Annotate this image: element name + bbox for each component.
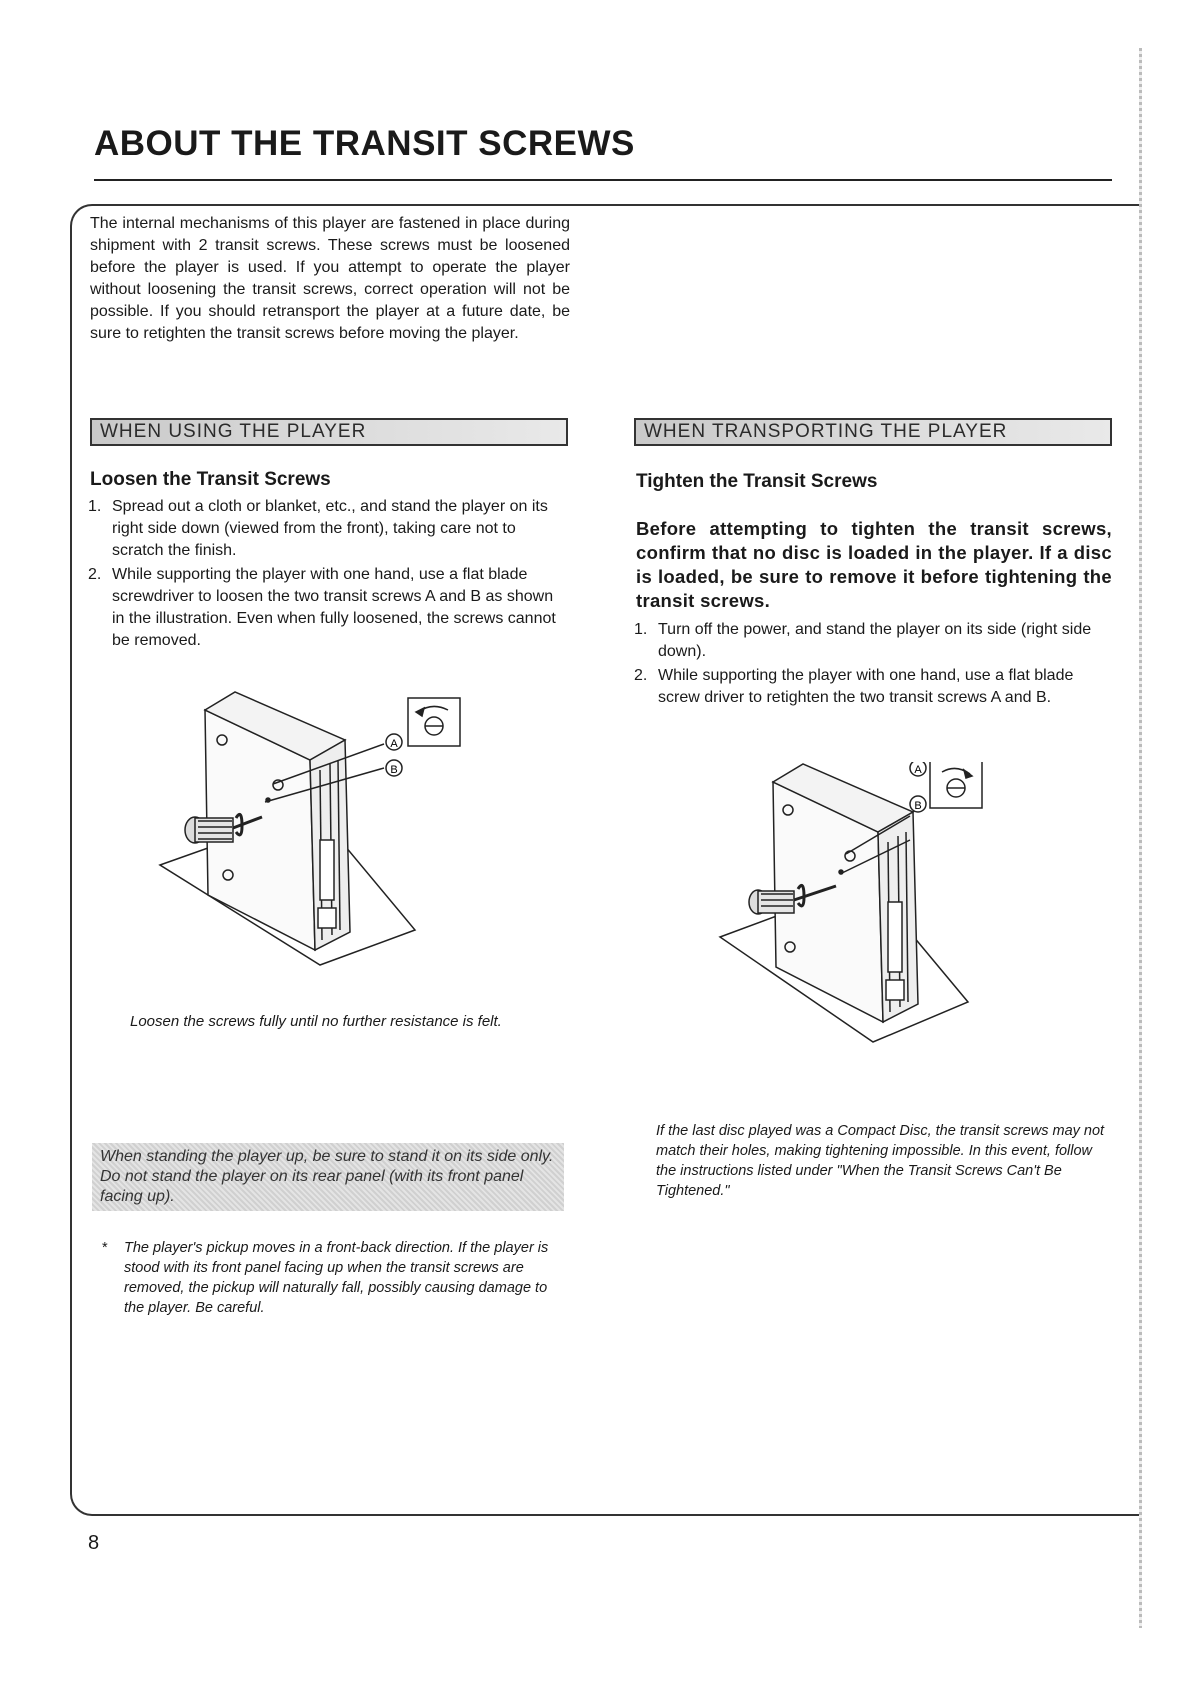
step-number: 2. (634, 667, 648, 684)
screw-label-b: B (390, 764, 398, 776)
section-banner-transporting: WHEN TRANSPORTING THE PLAYER (634, 418, 1112, 446)
shaded-caution-note: When standing the player up, be sure to stand it on its side only. Do not stand the player on its rear panel (with its front panel facing up). (92, 1143, 564, 1211)
section-banner-using: WHEN USING THE PLAYER (90, 418, 568, 446)
footnote-mark: * (102, 1240, 108, 1256)
compact-disc-note: If the last disc played was a Compact Disc, the transit screws may not match their holes, making tightening impossible. In this event, follow the instructions listed under "When the Transit Screws Can't Be Tightened." (656, 1123, 1105, 1199)
screw-label-a: A (390, 738, 398, 750)
steps-loosen (88, 496, 568, 654)
step-text: While supporting the player with one hand, use a flat blade screw driver to retighten the two transit screws A and B. (658, 667, 1074, 706)
intro-paragraph: The internal mechanisms of this player are fastened in place during shipment with 2 transit screws. These screws must be loosened before the player is used. If you attempt to operate the player without loosening the transit screws, correct operation will not be possible. If you should retransport the player at a future date, be sure to retighten the transit screws before moving the player. (90, 215, 570, 342)
footnote-text: The player's pickup moves in a front-back direction. If the player is stood with its front panel facing up when the transit screws are removed, the pickup will naturally fall, possibly causing damage to the player. Be careful. (124, 1240, 549, 1316)
step-text: While supporting the player with one hand, use a flat blade screwdriver to loosen the two transit screws A and B as shown in the illustration. Even when fully loosened, the screws cannot be removed. (112, 566, 556, 649)
footnote (102, 1238, 566, 1318)
step-number: 2. (88, 566, 102, 583)
list-item (88, 496, 568, 562)
steps-tighten (634, 619, 1114, 711)
page-title: ABOUT THE TRANSIT SCREWS (94, 124, 635, 163)
illustration-loosen (150, 690, 490, 980)
subheading-tighten: Tighten the Transit Screws (636, 471, 878, 492)
subheading-loosen: Loosen the Transit Screws (90, 469, 331, 490)
step-text: Spread out a cloth or blanket, etc., and stand the player on its right side down (viewed from the front), taking care not to scratch the finish. (112, 498, 548, 559)
screw-head-inset (408, 698, 460, 746)
list-item (88, 564, 568, 652)
list-item (634, 665, 1114, 709)
screw-label-b: B (914, 800, 922, 812)
screw-label-a: A (914, 764, 922, 776)
page-number: 8 (88, 1532, 100, 1554)
step-text: Turn off the power, and stand the player on its side (right side down). (658, 621, 1092, 660)
list-item (634, 619, 1114, 663)
page-edge-shadow (1139, 48, 1142, 1628)
bold-warning: Before attempting to tighten the transit screws, confirm that no disc is loaded in the player. If a disc is loaded, be sure to remove it before tightening the transit screws. (636, 518, 1112, 611)
title-rule (94, 179, 1112, 181)
illustration-tighten (718, 762, 1058, 1052)
caption-loosen: Loosen the screws fully until no further resistance is felt. (130, 1013, 502, 1030)
step-number: 1. (88, 498, 102, 515)
step-number: 1. (634, 621, 648, 638)
